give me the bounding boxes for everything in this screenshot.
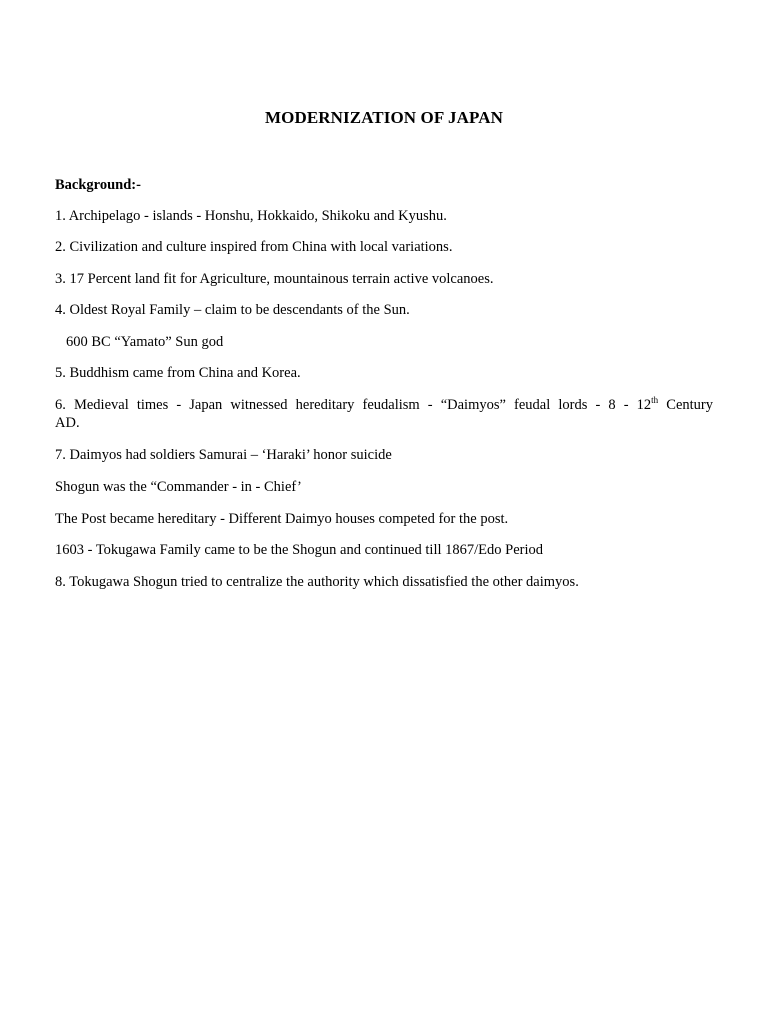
post-line: The Post became hereditary - Different Daimyo houses competed for the post.: [55, 511, 509, 527]
list-item-7: 7. Daimyos had soldiers Samurai – ‘Haraki’ honor suicide: [55, 447, 392, 463]
list-item-6-text-end: Century: [658, 397, 713, 413]
list-item-8: 8. Tokugawa Shogun tried to centralize the authority which dissatisfied the other daimyos.: [55, 574, 579, 590]
list-item-1: 1. Archipelago - islands - Honshu, Hokkaido, Shikoku and Kyushu.: [55, 208, 447, 224]
section-heading: Background:-: [55, 177, 141, 193]
list-item-6: [55, 396, 713, 414]
list-item-4: 4. Oldest Royal Family – claim to be descendants of the Sun.: [55, 302, 410, 318]
shogun-line: Shogun was the “Commander - in - Chief’: [55, 479, 302, 495]
list-item-6-superscript: th: [651, 395, 659, 406]
list-item-4-note: 600 BC “Yamato” Sun god: [66, 334, 224, 350]
list-item-6-continuation: AD.: [55, 415, 80, 431]
list-item-3: 3. 17 Percent land fit for Agriculture, mountainous terrain active volcanoes.: [55, 271, 494, 287]
list-item-2: 2. Civilization and culture inspired from China with local variations.: [55, 239, 453, 255]
list-item-6-text: 6. Medieval times - Japan witnessed hereditary feudalism - “Daimyos” feudal lords - 8 - 12: [55, 397, 652, 413]
list-item-5: 5. Buddhism came from China and Korea.: [55, 365, 301, 381]
tokugawa-line: 1603 - Tokugawa Family came to be the Shogun and continued till 1867/Edo Period: [55, 542, 544, 558]
document-title: MODERNIZATION OF JAPAN: [265, 108, 503, 127]
